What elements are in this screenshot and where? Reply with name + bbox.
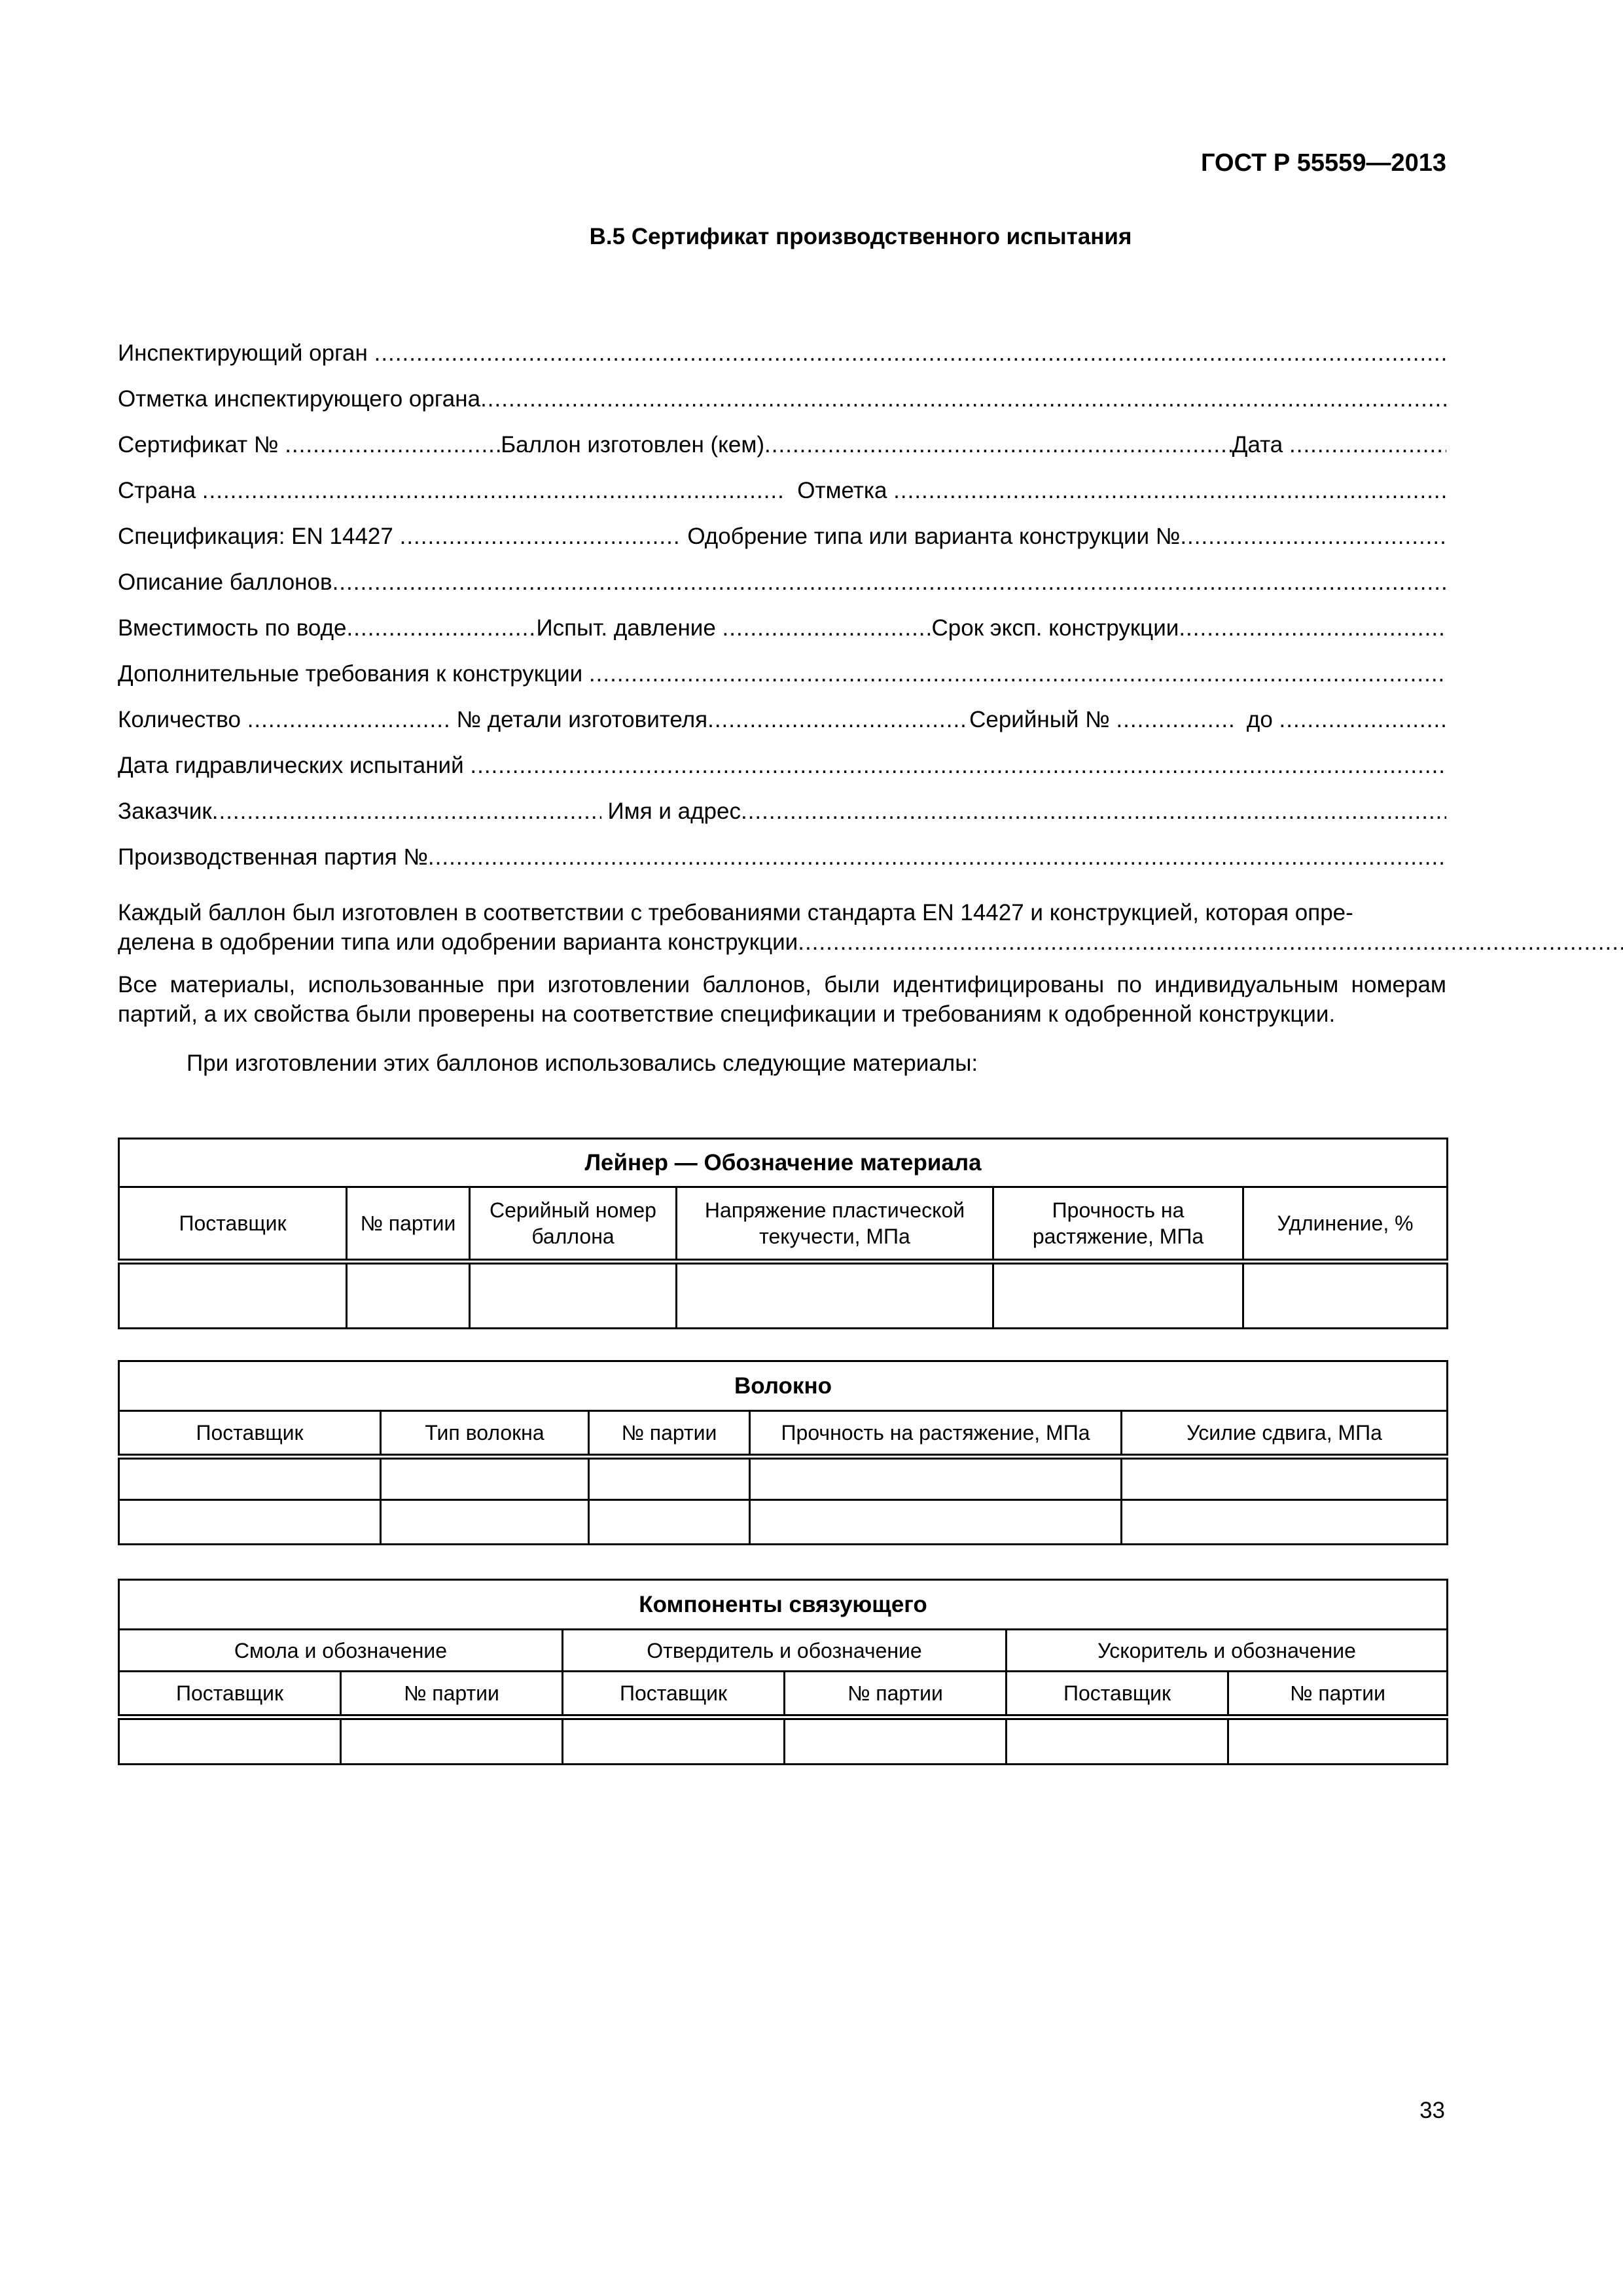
fill-part-no[interactable] [707,707,969,733]
liner-col-supplier: Поставщик [119,1187,347,1262]
fiber-col-shear: Усилие сдвига, МПа [1122,1411,1448,1457]
fill-additional[interactable] [589,661,1446,687]
form-line-batch [118,844,1446,890]
binder-table-title: Компоненты связующего [119,1580,1448,1630]
form-line-specification [118,524,1446,569]
liner-table-title: Лейнер — Обозначение материала [119,1139,1448,1187]
fiber-cell-supplier[interactable] [119,1457,381,1500]
liner-col-elongation: Удлинение, % [1243,1187,1448,1262]
form-line-customer [118,798,1446,844]
binder-group-hardener: Отвердитель и обозначение [563,1630,1007,1672]
liner-cell-supplier[interactable] [119,1262,347,1329]
form-line-quantity [118,707,1446,753]
compliance-line-2 [118,927,1446,957]
fill-specification[interactable] [400,524,681,550]
compliance-line-2-text: делена в одобрении типа или одобрении варианта конструкции [118,929,798,955]
label-quantity: Количество [118,707,241,732]
binder-group-resin: Смола и обозначение [119,1630,563,1672]
label-inspecting-body: Инспектирующий орган [118,340,368,366]
label-name-address: Имя и адрес [607,798,741,824]
fiber-cell-type[interactable] [381,1457,589,1500]
fill-water-capacity[interactable] [347,615,537,641]
label-customer: Заказчик [118,798,212,824]
label-to: до [1246,707,1273,732]
label-mark: Отметка [797,478,887,503]
label-hydro-date: Дата гидравлических испытаний [118,753,464,778]
fill-certificate-no[interactable] [285,432,501,458]
binder-table [118,1579,1448,1765]
binder-col-accelerator-supplier: Поставщик [1007,1672,1228,1717]
fiber-cell-batch[interactable] [589,1457,750,1500]
label-inspecting-mark: Отметка инспектирующего органа [118,386,481,412]
label-test-pressure: Испыт. давление [536,615,716,641]
liner-col-yield: Напряжение пластической текучести, МПа [677,1187,993,1262]
fiber-col-tensile: Прочность на растяжение, МПа [750,1411,1122,1457]
label-serial-no: Серийный № [969,707,1110,732]
materials-paragraph: Все материалы, использованные при изготовлении баллонов, были идентифицированы по индивидуальным номерам партий, а их свойства были проверены на соответствие спецификации и требованиям к одобренной конструкции. [118,972,1446,1027]
fill-design-life[interactable] [1179,615,1446,641]
fiber-cell-tensile[interactable] [750,1457,1122,1500]
label-date: Дата [1232,432,1283,457]
binder-cell-accelerator-supplier[interactable] [1007,1717,1228,1765]
binder-cell-accelerator-batch[interactable] [1228,1717,1448,1765]
label-country: Страна [118,478,196,503]
label-additional: Дополнительные требования к конструкции [118,661,583,687]
liner-table-row [119,1262,1448,1329]
binder-col-hardener-supplier: Поставщик [563,1672,785,1717]
liner-cell-batch[interactable] [347,1262,470,1329]
fiber-col-supplier: Поставщик [119,1411,381,1457]
fill-country[interactable] [202,478,785,504]
fill-approval-ref[interactable] [798,927,1623,957]
fill-customer[interactable] [212,798,601,825]
form-line-description [118,569,1446,615]
binder-col-resin-supplier: Поставщик [119,1672,341,1717]
binder-cell-hardener-supplier[interactable] [563,1717,785,1765]
binder-cell-hardener-batch[interactable] [785,1717,1007,1765]
form-line-inspecting-mark [118,386,1446,432]
page-number: 33 [1419,2098,1445,2123]
fill-inspecting-mark[interactable] [480,386,1446,412]
fiber-cell-type[interactable] [381,1500,589,1545]
materials-intro: При изготовлении этих баллонов использовались следующие материалы: [187,1050,978,1076]
liner-table [118,1138,1448,1329]
fill-test-pressure[interactable] [722,615,932,641]
fiber-table-title: Волокно [119,1361,1448,1411]
fill-type-approval[interactable] [1180,524,1446,550]
label-water-capacity: Вместимость по воде [118,615,347,641]
certificate-form [118,340,1446,1078]
fill-batch[interactable] [428,844,1446,870]
label-design-life: Срок эксп. конструкции [931,615,1179,641]
fiber-cell-shear[interactable] [1122,1500,1448,1545]
liner-cell-elongation[interactable] [1243,1262,1448,1329]
label-certificate-no: Сертификат № [118,432,279,457]
fill-serial-from[interactable] [1116,707,1234,733]
fill-date[interactable] [1289,432,1446,458]
fiber-cell-tensile[interactable] [750,1500,1122,1545]
liner-cell-yield[interactable] [677,1262,993,1329]
label-description: Описание баллонов [118,569,332,595]
form-line-certificate [118,432,1446,478]
compliance-line-1: Каждый баллон был изготовлен в соответствии с требованиями стандарта EN 14427 и конструкцией, которая опре- [118,900,1353,925]
fiber-table-row [119,1457,1448,1500]
binder-cell-resin-batch[interactable] [341,1717,563,1765]
binder-group-accelerator: Ускоритель и обозначение [1007,1630,1448,1672]
label-batch: Производственная партия № [118,844,428,870]
fill-quantity[interactable] [247,707,450,733]
form-line-capacity [118,615,1446,661]
fiber-cell-batch[interactable] [589,1500,750,1545]
section-title: В.5 Сертификат производственного испытания [589,224,1132,249]
compliance-paragraph [118,898,1446,957]
binder-col-hardener-batch: № партии [785,1672,1007,1717]
fiber-cell-supplier[interactable] [119,1500,381,1545]
form-line-additional [118,661,1446,707]
label-type-approval: Одобрение типа или варианта конструкции № [687,524,1181,549]
liner-col-serial: Серийный номер баллона [470,1187,677,1262]
label-made-by: Баллон изготовлен (кем) [501,432,765,457]
fill-name-address[interactable] [741,798,1446,825]
fill-hydro-date[interactable] [470,753,1446,779]
liner-col-batch: № партии [347,1187,470,1262]
liner-cell-tensile[interactable] [993,1262,1243,1329]
fiber-cell-shear[interactable] [1122,1457,1448,1500]
fiber-table-row [119,1500,1448,1545]
liner-col-tensile: Прочность на растяжение, МПа [993,1187,1243,1262]
fiber-col-type: Тип волокна [381,1411,589,1457]
fill-inspecting-body[interactable] [374,340,1446,367]
fill-serial-to[interactable] [1279,707,1446,733]
binder-col-resin-batch: № партии [341,1672,563,1717]
form-line-inspecting-body [118,340,1446,386]
binder-col-accelerator-batch: № партии [1228,1672,1448,1717]
binder-table-row [119,1717,1448,1765]
form-line-country [118,478,1446,524]
fill-mark[interactable] [893,478,1446,504]
fiber-table [118,1360,1448,1545]
liner-cell-serial[interactable] [470,1262,677,1329]
label-part-no: № детали изготовителя [456,707,708,732]
form-line-hydro [118,753,1446,798]
standard-number: ГОСТ Р 55559—2013 [1201,149,1446,177]
label-specification: Спецификация: EN 14427 [118,524,393,549]
fiber-col-batch: № партии [589,1411,750,1457]
fill-made-by[interactable] [764,432,1232,458]
fill-description[interactable] [332,569,1446,596]
binder-cell-resin-supplier[interactable] [119,1717,341,1765]
